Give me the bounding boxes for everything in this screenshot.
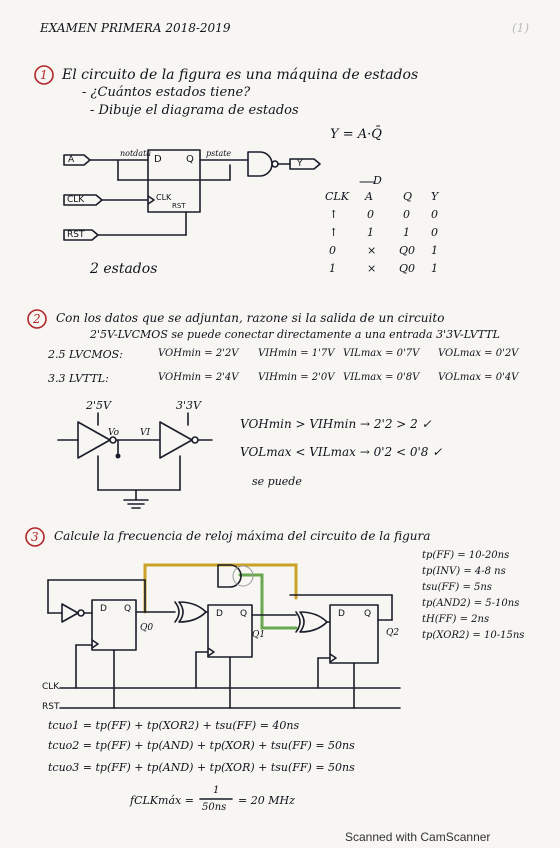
scanner-watermark: Scanned with CamScanner — [345, 830, 491, 844]
q2-row1-vil: VILmax = 0'7V — [343, 348, 420, 359]
q2-supply-1: 2'5V — [86, 399, 111, 412]
q1-input-a: A — [68, 155, 75, 165]
q2-row2-voh: VOHmin = 2'4V — [158, 372, 239, 383]
page-number: (1) — [512, 21, 529, 35]
table-header-y: Y — [431, 190, 439, 203]
q2-vo-label: Vo — [108, 428, 120, 438]
table-cell: ↑ — [329, 208, 339, 221]
q2-statement-2: 2'5V-LVCMOS se puede conectar directamente a una entrada 3'3V-LVTTL — [90, 328, 500, 341]
q1-answer: 2 estados — [90, 261, 158, 277]
table-header-d: D — [373, 174, 382, 187]
table-cell: × — [367, 244, 377, 257]
q2-row2-vil: VILmax = 0'8V — [343, 372, 420, 383]
q3-path-1: tcuo1 = tp(FF) + tp(XOR2) + tsu(FF) = 40ns — [48, 719, 300, 732]
param-tp-and2: tp(AND2) = 5-10ns — [422, 598, 520, 609]
table-cell: 0 — [367, 208, 374, 221]
q1-subquestion-1: - ¿Cuántos estados tiene? — [82, 85, 251, 100]
q3-number: 3 — [31, 530, 39, 544]
q1-number: 1 — [40, 68, 48, 82]
q3-ff2-d: D — [338, 609, 345, 619]
q3-ff1-q: Q — [240, 609, 248, 619]
q1-input-clk: CLK — [67, 195, 85, 205]
q2-comparison-high: VOHmin > VIHmin → 2'2 > 2 ✓ — [240, 417, 432, 431]
q1-ff-q: Q — [186, 154, 194, 165]
q2-row1-vih: VIHmin = 1'7V — [258, 348, 335, 359]
q1-ff-d: D — [154, 154, 162, 165]
q2-answer: se puede — [252, 475, 302, 488]
q3-fmax-lhs: fCLKmáx = — [130, 794, 194, 807]
q3-label-q2: Q2 — [386, 628, 400, 638]
param-tp-inv: tp(INV) = 4-8 ns — [422, 566, 506, 577]
q2-row2-name: 3.3 LVTTL: — [48, 372, 109, 385]
q2-row1-name: 2.5 LVCMOS: — [48, 348, 123, 361]
q3-fmax-rhs: = 20 MHz — [238, 794, 295, 807]
table-cell: ↑ — [329, 226, 339, 239]
table-cell: 1 — [329, 262, 336, 275]
exam-title: EXAMEN PRIMERA 2018-2019 — [40, 21, 231, 35]
table-cell: 0 — [431, 226, 438, 239]
q1-input-rst: RST — [67, 230, 85, 240]
table-cell: 1 — [431, 262, 438, 275]
table-header-a: A — [365, 190, 373, 203]
q3-label-q1: Q1 — [252, 630, 266, 640]
param-tp-ff: tp(FF) = 10-20ns — [422, 550, 510, 561]
q3-path-2: tcuo2 = tp(FF) + tp(AND) + tp(XOR) + tsu(FF) = 50ns — [48, 739, 355, 752]
q2-row1-vol: VOLmax = 0'2V — [438, 348, 519, 359]
q1-ff-rst: RST — [172, 202, 186, 210]
q3-ff0-d: D — [100, 604, 107, 614]
q1-ff-clk: CLK — [156, 193, 172, 202]
q1-output-y: Y — [297, 159, 303, 169]
q2-row1-voh: VOHmin = 2'2V — [158, 348, 239, 359]
table-header-q: Q — [403, 190, 413, 203]
q2-row2-vih: VIHmin = 2'0V — [258, 372, 335, 383]
q2-row2-vol: VOLmax = 0'4V — [438, 372, 519, 383]
q3-clk-label: CLK — [42, 682, 60, 692]
q3-path-3: tcuo3 = tp(FF) + tp(AND) + tp(XOR) + tsu(FF) = 50ns — [48, 761, 355, 774]
table-cell: 1 — [403, 226, 410, 239]
q3-statement: Calcule la frecuencia de reloj máxima del circuito de la figura — [54, 529, 431, 543]
q3-ff0-q: Q — [124, 604, 132, 614]
q2-comparison-low: VOLmax < VILmax → 0'2 < 0'8 ✓ — [240, 445, 443, 459]
table-cell: 0 — [431, 208, 438, 221]
table-cell: Q0 — [399, 262, 416, 275]
q3-rst-label: RST — [42, 702, 60, 712]
q1-wire-pstate: pstate — [206, 149, 232, 158]
q2-number: 2 — [33, 312, 41, 326]
table-cell: 0 — [329, 244, 336, 257]
q3-ff1-d: D — [216, 609, 223, 619]
q2-supply-2: 3'3V — [176, 399, 201, 412]
param-th-ff: tH(FF) = 2ns — [422, 614, 490, 625]
q1-wire-notdata: notdata — [120, 149, 152, 158]
table-cell: 1 — [367, 226, 374, 239]
param-tsu-ff: tsu(FF) = 5ns — [422, 582, 492, 593]
q3-fmax-num: 1 — [213, 785, 220, 796]
q2-vi-label: VI — [140, 428, 151, 438]
q2-statement-1: Con los datos que se adjuntan, razone si la salida de un circuito — [56, 311, 445, 325]
param-tp-xor2: tp(XOR2) = 10-15ns — [422, 630, 525, 641]
table-header-clk: CLK — [325, 190, 349, 203]
q1-equation: Y = A·Q̄ — [330, 127, 382, 142]
q3-ff2-q: Q — [364, 609, 372, 619]
table-cell: × — [367, 262, 377, 275]
q1-subquestion-2: - Dibuje el diagrama de estados — [90, 103, 299, 118]
q3-fmax-den: 50ns — [202, 802, 227, 813]
q1-statement: El circuito de la figura es una máquina de estados — [62, 67, 419, 83]
q3-label-q0: Q0 — [140, 623, 154, 633]
table-cell: 1 — [431, 244, 438, 257]
table-cell: 0 — [403, 208, 410, 221]
table-cell: Q0 — [399, 244, 416, 257]
